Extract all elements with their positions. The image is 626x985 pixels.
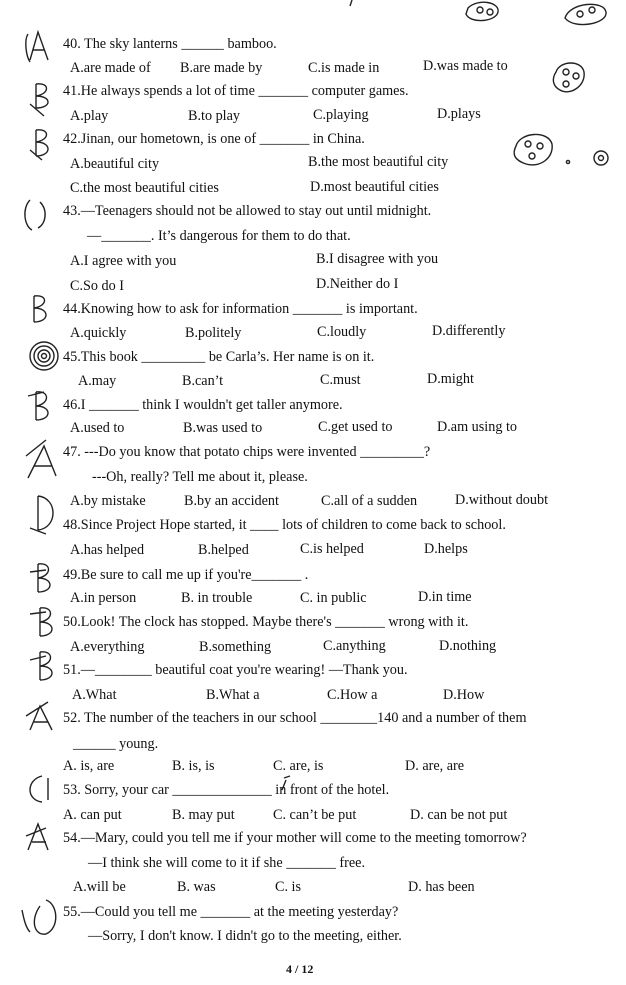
text-line: A.by mistake [70, 493, 146, 509]
text-line: ______ young. [73, 736, 159, 752]
text-line: 43.—Teenagers should not be allowed to stay out until midnight. [63, 203, 432, 219]
text-line: B.can’t [182, 373, 224, 389]
answer-mark-46 [28, 392, 48, 420]
answer-mark-50 [30, 608, 52, 636]
text-line: B. may put [172, 807, 235, 823]
answer-mark-45 [30, 342, 58, 370]
text-line: 50.Look! The clock has stopped. Maybe there's _______ wrong with it. [63, 614, 469, 630]
text-line: D.in time [418, 589, 472, 605]
text-line: D.differently [432, 323, 506, 339]
text-line: A.I agree with you [70, 253, 177, 269]
text-line: C. in public [300, 590, 367, 606]
text-line: B.are made by [180, 60, 263, 76]
text-line: 53. Sorry, your car ______________ in front of the hotel. [63, 782, 390, 798]
text-line: —_______. It’s dangerous for them to do that. [87, 228, 351, 244]
text-line: A.What [72, 687, 117, 703]
text-line: —I think she will come to it if she _______ free. [88, 855, 365, 871]
text-line: 51.—________ beautiful coat you're wearing! —Thank you. [63, 662, 408, 678]
text-line: ---Oh, really? Tell me about it, please. [92, 469, 308, 485]
text-line: A.quickly [70, 325, 127, 341]
text-line: B.What a [206, 687, 260, 703]
text-line: 42.Jinan, our hometown, is one of _______ in China. [63, 131, 365, 147]
answer-mark-55 [22, 900, 56, 934]
text-line: C. can’t be put [273, 807, 357, 823]
answer-mark-52 [26, 702, 52, 730]
text-line: C. are, is [273, 758, 324, 774]
text-line: 46.I _______ think I wouldn't get taller anymore. [63, 397, 343, 413]
text-line: C.How a [327, 687, 378, 703]
text-line: D.most beautiful cities [310, 179, 439, 195]
text-line: A.beautiful city [70, 156, 160, 172]
text-line: 44.Knowing how to ask for information _______ is important. [63, 301, 418, 317]
text-line: 45.This book _________ be Carla’s. Her name is on it. [63, 349, 375, 365]
answer-mark-49 [30, 564, 50, 592]
text-line: A. can put [63, 807, 122, 823]
text-line: C.the most beautiful cities [70, 180, 219, 196]
text-line: D.nothing [439, 638, 497, 654]
text-line: C.get used to [318, 419, 393, 435]
text-line: D.without doubt [455, 492, 549, 508]
text-line: D. can be not put [410, 807, 508, 823]
doodle-right-3 [594, 151, 608, 165]
answer-mark-44 [34, 296, 46, 322]
text-line: B.to play [188, 108, 241, 124]
text-line: 55.—Could you tell me _______ at the meeting yesterday? [63, 904, 399, 920]
text-line: B.something [199, 639, 272, 655]
answer-mark-41 [30, 84, 48, 116]
answer-mark-48 [30, 496, 53, 534]
text-line: A.used to [70, 420, 125, 436]
text-line: B. was [177, 879, 216, 895]
text-line: C.So do I [70, 278, 124, 294]
text-line: C.is made in [308, 60, 380, 76]
answer-mark-47 [26, 440, 56, 478]
text-line: C.playing [313, 107, 369, 123]
answer-mark-53 [30, 776, 48, 802]
text-line: B.the most beautiful city [308, 154, 449, 170]
text-line: D. are, are [405, 758, 465, 774]
text-line: B.helped [198, 542, 249, 558]
doodle-top-2 [565, 4, 606, 24]
text-line: C.must [320, 372, 361, 388]
text-line: D.might [427, 371, 474, 387]
text-line: C.anything [323, 638, 386, 654]
text-line: B.I disagree with you [316, 251, 439, 267]
answer-mark-54 [26, 824, 48, 850]
text-line: D. has been [408, 879, 475, 895]
text-line: D.How [443, 687, 485, 703]
doodle-right-1 [553, 63, 584, 92]
text-line: 54.—Mary, could you tell me if your mother will come to the meeting tomorrow? [63, 830, 527, 846]
text-line: B.by an accident [184, 493, 279, 509]
text-line: 40. The sky lanterns ______ bamboo. [63, 36, 277, 52]
text-line: A.play [70, 108, 109, 124]
answer-mark-42 [30, 130, 48, 160]
text-line: 52. The number of the teachers in our school ________140 and a number of them [63, 710, 527, 726]
answer-mark-40 [26, 32, 48, 62]
text-line: C.is helped [300, 541, 364, 557]
text-line: B.politely [185, 325, 242, 341]
text-line: A.has helped [70, 542, 145, 558]
answer-mark-51 [30, 652, 52, 680]
text-line: B. is, is [172, 758, 215, 774]
text-line: D.Neither do I [316, 276, 399, 292]
text-line: 41.He always spends a lot of time _______ computer games. [63, 83, 409, 99]
text-line: A.in person [70, 590, 137, 606]
answer-mark-43 [25, 200, 45, 230]
text-line: 49.Be sure to call me up if you're_______ . [63, 567, 309, 583]
text-line: D.was made to [423, 58, 508, 74]
text-line: 48.Since Project Hope started, it ____ lots of children to come back to school. [63, 517, 506, 533]
text-line: C. is [275, 879, 302, 895]
doodle-top-1 [466, 2, 498, 20]
text-line: D.plays [437, 106, 481, 122]
text-line: 47. ---Do you know that potato chips were invented _________? [63, 444, 431, 460]
text-line: D.helps [424, 541, 468, 557]
text-line: A. is, are [63, 758, 115, 774]
text-line: B.was used to [183, 420, 263, 436]
text-line: B. in trouble [181, 590, 253, 606]
text-line: A.everything [70, 639, 145, 655]
text-line: D.am using to [437, 419, 517, 435]
text-line: —Sorry, I don't know. I didn't go to the meeting, either. [88, 928, 402, 944]
text-line: A.will be [73, 879, 126, 895]
text-line: C.all of a sudden [321, 493, 418, 509]
text-line: A.are made of [70, 60, 151, 76]
text-line: A.may [78, 373, 117, 389]
page-number: 4 / 12 [286, 962, 314, 976]
text-line: C.loudly [317, 324, 367, 340]
doodle-right-2 [514, 134, 552, 164]
